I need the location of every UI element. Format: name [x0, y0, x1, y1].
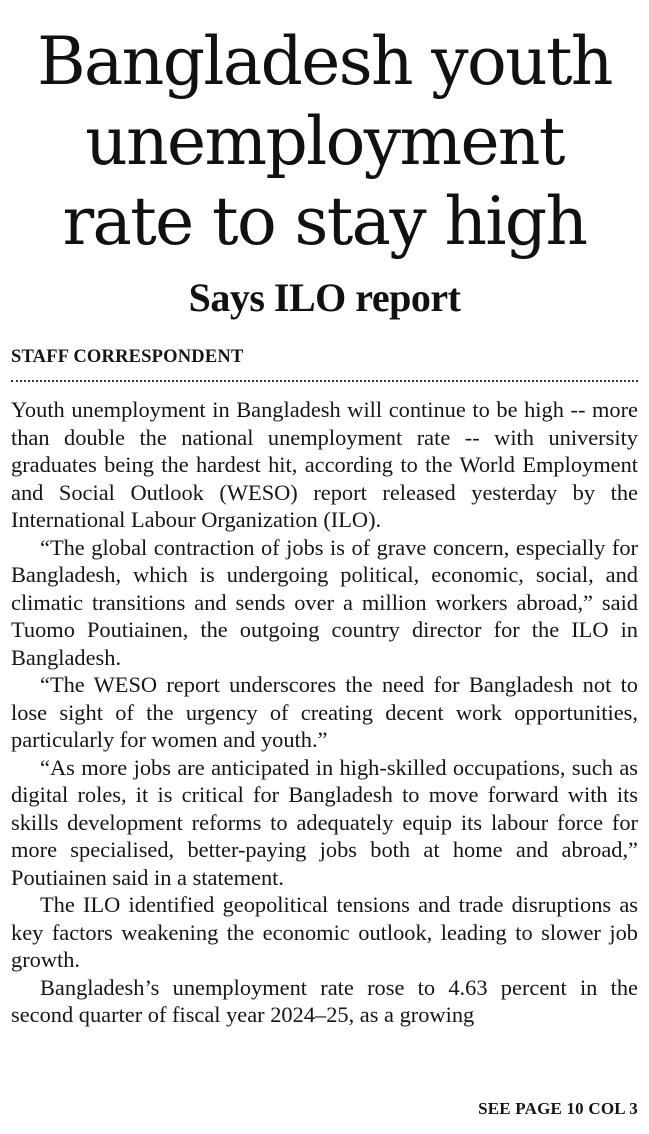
body-paragraph: The ILO identified geopolitical tensions and trade disruptions as key factors weakening the economic outlook, leading to slower job growth. [11, 892, 638, 972]
body-paragraph: Bangladesh’s unemployment rate rose to 4.63 percent in the second quarter of fiscal year 2024–25, as a growing [11, 974, 638, 1027]
body-paragraph: “As more jobs are anticipated in high-skilled occupations, such as digital roles, it is critical for Bangladesh to move forward with its skills development reforms to adequately equip its labour force for more specialised, better-paying jobs both at home and abroad,” Poutiainen said in a statement. [11, 754, 638, 890]
headline [0, 22, 649, 262]
body-paragraph: “The WESO report underscores the need for Bangladesh not to lose sight of the urgency of creating decent work opportunities, particularly for women and youth.” [11, 672, 638, 752]
body-paragraph: “The global contraction of jobs is of grave concern, especially for Bangladesh, which is undergoing political, economic, social, and climatic transitions and sends over a million workers abroad,” said Tuomo Poutiainen, the outgoing country director for the ILO in Bangladesh. [11, 534, 638, 670]
headline-line: rate to stay high [62, 183, 587, 260]
continuation-reference: SEE PAGE 10 COL 3 [478, 1099, 638, 1118]
subheadline: Says ILO report [188, 275, 461, 320]
body-paragraph: Youth unemployment in Bangladesh will continue to be high -- more than double the national unemployment rate -- with university graduates being the hardest hit, according to the World Employment and Social Outlook (WESO) report released yesterday by the International Labour Organization (ILO). [11, 397, 638, 532]
dotted-divider [11, 380, 638, 382]
article-body [11, 396, 638, 1029]
headline-line: Bangladesh youth [37, 23, 612, 100]
headline-line: unemployment [85, 103, 564, 180]
byline: STAFF CORRESPONDENT [11, 347, 244, 367]
